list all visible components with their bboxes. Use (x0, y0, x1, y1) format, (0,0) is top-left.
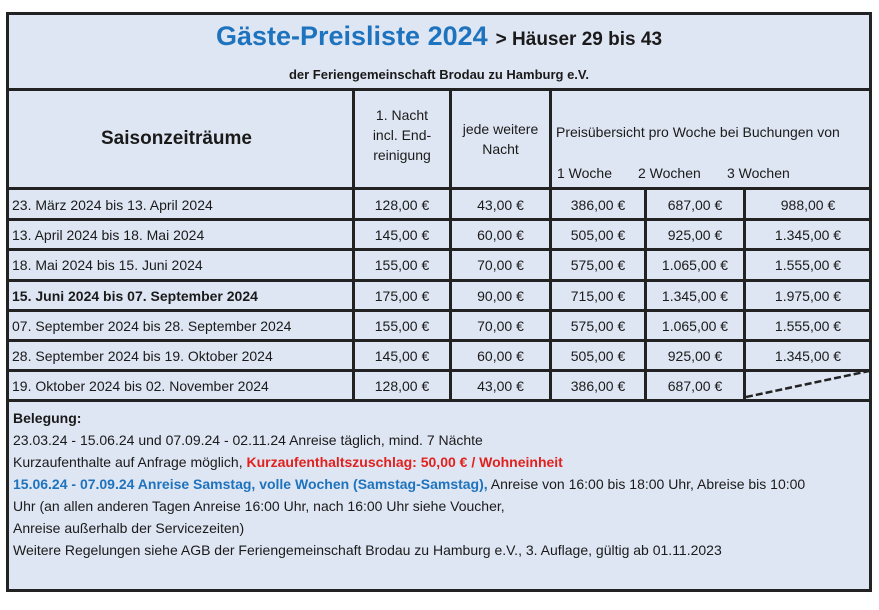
price-w1: 715,00 € (570, 287, 626, 304)
price-first: 128,00 € (374, 378, 430, 395)
season-period: 18. Mai 2024 bis 15. Juni 2024 (12, 257, 203, 274)
summer-arrival-rule: 15.06.24 - 07.09.24 Anreise Samstag, volle Wochen (Samstag-Samstag), (13, 476, 488, 492)
header-first-night-line: incl. End- (372, 127, 432, 143)
notes-text: Anreise von 16:00 bis 18:00 Uhr, Abreise bis 10:00 (487, 476, 806, 492)
price-next: 43,00 € (477, 378, 524, 395)
price-w3: 1.555,00 € (774, 317, 842, 334)
season-period: 07. September 2024 bis 28. September 2024 (12, 317, 292, 334)
header-weekly-overview: Preisübersicht pro Woche bei Buchungen von (556, 124, 840, 140)
page-title-houses: > Häuser 29 bis 43 (495, 29, 663, 50)
price-w1: 386,00 € (570, 378, 626, 395)
price-w1: 575,00 € (570, 317, 626, 334)
title-row (9, 21, 869, 52)
page-title: Gäste-Preisliste 2024 (215, 21, 488, 51)
price-next: 70,00 € (477, 257, 524, 274)
page-subtitle: der Feriengemeinschaft Brodau zu Hamburg e.V. (288, 67, 590, 82)
header-each-night (452, 119, 549, 159)
price-w3: 1.345,00 € (774, 227, 842, 244)
price-first: 175,00 € (374, 287, 430, 304)
divider-title (9, 88, 869, 91)
season-period: 23. März 2024 bis 13. April 2024 (12, 197, 213, 213)
price-w2: 925,00 € (667, 227, 723, 244)
price-w3: 1.975,00 € (774, 287, 842, 304)
season-period: 15. Juni 2024 bis 07. September 2024 (12, 287, 258, 304)
notes-text: Kurzaufenthalte auf Anfrage möglich, (13, 454, 247, 470)
header-each-night-line: jede weitere (462, 121, 539, 137)
price-w2: 687,00 € (667, 378, 723, 395)
header-first-night-line: 1. Nacht (375, 107, 429, 123)
price-w2: 1.065,00 € (661, 317, 729, 334)
price-w2: 687,00 € (667, 197, 723, 213)
header-first-night (355, 105, 449, 165)
header-week-2: 2 Wochen (638, 165, 701, 181)
price-next: 60,00 € (477, 348, 524, 364)
price-first: 155,00 € (374, 317, 430, 334)
price-first: 145,00 € (374, 348, 430, 364)
price-w1: 386,00 € (570, 197, 626, 213)
notes-line: Uhr (an allen anderen Tagen Anreise 16:00 Uhr, nach 16:00 Uhr siehe Voucher, (13, 498, 505, 514)
short-stay-surcharge: Kurzaufenthaltszuschlag: 50,00 € / Wohneinheit (246, 454, 563, 470)
season-period: 28. September 2024 bis 19. Oktober 2024 (12, 348, 273, 364)
price-first: 155,00 € (374, 257, 430, 274)
header-week-1: 1 Woche (557, 165, 612, 181)
empty-cell-diagonal (746, 369, 870, 399)
season-period: 13. April 2024 bis 18. Mai 2024 (12, 227, 205, 244)
price-w2: 1.065,00 € (661, 257, 729, 274)
price-next: 90,00 € (477, 287, 524, 304)
price-w3: 1.555,00 € (774, 257, 842, 274)
price-w1: 505,00 € (570, 348, 626, 364)
price-list-sheet (6, 12, 872, 592)
price-next: 60,00 € (477, 227, 524, 244)
notes-line: Weitere Regelungen siehe AGB der Feriengemeinschaft Brodau zu Hamburg e.V., 3. Auflage, gültig ab 01.11.2023 (13, 542, 722, 558)
price-w1: 505,00 € (570, 227, 626, 244)
price-next: 43,00 € (477, 197, 524, 213)
price-w3: 1.345,00 € (774, 348, 842, 364)
price-first: 128,00 € (374, 197, 430, 213)
price-w3: 988,00 € (780, 197, 836, 213)
price-first: 145,00 € (374, 227, 430, 244)
price-w2: 1.345,00 € (661, 287, 729, 304)
price-next: 70,00 € (477, 317, 524, 334)
price-w2: 925,00 € (667, 348, 723, 364)
notes-line: Anreise außerhalb der Servicezeiten) (13, 520, 245, 536)
season-period: 19. Oktober 2024 bis 02. November 2024 (12, 378, 269, 395)
notes-line: 23.03.24 - 15.06.24 und 07.09.24 - 02.11.24 Anreise täglich, mind. 7 Nächte (13, 432, 483, 448)
notes-line (13, 451, 805, 473)
header-season: Saisonzeiträume (101, 128, 252, 149)
booking-notes (13, 407, 805, 561)
header-each-night-line: Nacht (482, 141, 519, 157)
price-w1: 575,00 € (570, 257, 626, 274)
header-week-3: 3 Wochen (727, 165, 790, 181)
notes-heading: Belegung: (13, 410, 82, 426)
header-first-night-line: reinigung (373, 147, 431, 163)
notes-line (13, 473, 805, 495)
